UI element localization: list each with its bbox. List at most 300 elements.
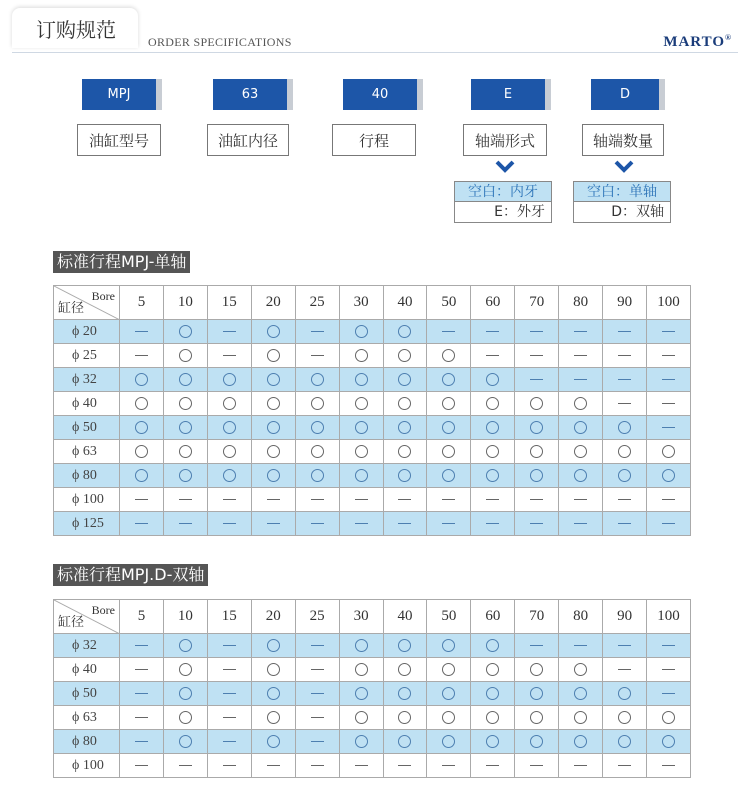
dash-icon	[662, 765, 675, 766]
circle-icon	[662, 469, 675, 482]
stroke-header: 40	[383, 600, 427, 634]
available-cell	[251, 682, 295, 706]
available-cell	[383, 320, 427, 344]
stroke-header: 15	[207, 600, 251, 634]
unavailable-cell	[647, 344, 691, 368]
circle-icon	[267, 349, 280, 362]
circle-icon	[355, 421, 368, 434]
available-cell	[559, 730, 603, 754]
circle-icon	[442, 445, 455, 458]
available-cell	[251, 440, 295, 464]
dash-icon	[223, 523, 236, 524]
corner-label-cn: 缸径	[58, 615, 85, 630]
circle-icon	[442, 687, 455, 700]
circle-icon	[442, 397, 455, 410]
dash-icon	[662, 355, 675, 356]
unavailable-cell	[207, 682, 251, 706]
options-end-count	[573, 181, 671, 223]
stroke-header: 80	[559, 600, 603, 634]
available-cell	[603, 416, 647, 440]
available-cell	[559, 706, 603, 730]
available-cell	[295, 392, 339, 416]
circle-icon	[223, 469, 236, 482]
dash-icon	[267, 765, 280, 766]
circle-icon	[398, 469, 411, 482]
available-cell	[515, 706, 559, 730]
circle-icon	[486, 373, 499, 386]
circle-icon	[179, 421, 192, 434]
dash-icon	[267, 523, 280, 524]
circle-icon	[135, 469, 148, 482]
dash-icon	[311, 645, 324, 646]
available-cell	[251, 416, 295, 440]
available-cell	[251, 392, 295, 416]
dash-icon	[311, 693, 324, 694]
circle-icon	[355, 445, 368, 458]
available-cell	[647, 706, 691, 730]
dash-icon	[267, 499, 280, 500]
table-row	[54, 488, 691, 512]
unavailable-cell	[295, 730, 339, 754]
dash-icon	[530, 355, 543, 356]
unavailable-cell	[559, 488, 603, 512]
dash-icon	[530, 499, 543, 500]
circle-icon	[530, 687, 543, 700]
available-cell	[339, 320, 383, 344]
unavailable-cell	[559, 754, 603, 778]
dash-icon	[618, 331, 631, 332]
circle-icon	[398, 373, 411, 386]
dash-icon	[223, 765, 236, 766]
unavailable-cell	[471, 320, 515, 344]
available-cell	[295, 440, 339, 464]
available-cell	[515, 658, 559, 682]
circle-icon	[398, 349, 411, 362]
corner-label-en: Bore	[91, 289, 115, 303]
code-end-form: E	[471, 79, 551, 110]
unavailable-cell	[471, 512, 515, 536]
bore-cell: ϕ 125	[54, 512, 120, 536]
circle-icon	[618, 445, 631, 458]
available-cell	[647, 464, 691, 488]
circle-icon	[135, 445, 148, 458]
bore-cell: ϕ 32	[54, 368, 120, 392]
bore-cell: ϕ 40	[54, 392, 120, 416]
dash-icon	[355, 523, 368, 524]
dash-icon	[135, 355, 148, 356]
dash-icon	[355, 765, 368, 766]
available-cell	[647, 440, 691, 464]
option-single-rod: 空白：单轴	[574, 182, 670, 202]
circle-icon	[267, 325, 280, 338]
available-cell	[120, 368, 164, 392]
circle-icon	[179, 711, 192, 724]
available-cell	[559, 440, 603, 464]
available-cell	[163, 682, 207, 706]
available-cell	[559, 416, 603, 440]
dash-icon	[662, 427, 675, 428]
unavailable-cell	[207, 512, 251, 536]
unavailable-cell	[295, 512, 339, 536]
circle-icon	[179, 373, 192, 386]
available-cell	[163, 344, 207, 368]
circle-icon	[486, 711, 499, 724]
unavailable-cell	[559, 634, 603, 658]
unavailable-cell	[647, 634, 691, 658]
circle-icon	[355, 373, 368, 386]
circle-icon	[267, 445, 280, 458]
unavailable-cell	[295, 658, 339, 682]
circle-icon	[486, 639, 499, 652]
available-cell	[427, 658, 471, 682]
available-cell	[383, 392, 427, 416]
available-cell	[120, 392, 164, 416]
available-cell	[207, 368, 251, 392]
unavailable-cell	[647, 488, 691, 512]
dash-icon	[662, 645, 675, 646]
stroke-header: 20	[251, 600, 295, 634]
dash-icon	[662, 379, 675, 380]
dash-icon	[486, 355, 499, 356]
stroke-header: 50	[427, 600, 471, 634]
circle-icon	[442, 349, 455, 362]
circle-icon	[574, 421, 587, 434]
dash-icon	[311, 741, 324, 742]
available-cell	[427, 392, 471, 416]
available-cell	[427, 440, 471, 464]
stroke-header: 70	[515, 600, 559, 634]
circle-icon	[574, 469, 587, 482]
circle-icon	[574, 397, 587, 410]
dash-icon	[574, 355, 587, 356]
circle-icon	[179, 469, 192, 482]
circle-icon	[442, 711, 455, 724]
available-cell	[471, 706, 515, 730]
unavailable-cell	[427, 754, 471, 778]
available-cell	[559, 682, 603, 706]
available-cell	[559, 658, 603, 682]
stroke-header: 5	[120, 286, 164, 320]
available-cell	[163, 440, 207, 464]
unavailable-cell	[251, 754, 295, 778]
dash-icon	[311, 523, 324, 524]
unavailable-cell	[120, 634, 164, 658]
unavailable-cell	[207, 320, 251, 344]
unavailable-cell	[207, 706, 251, 730]
available-cell	[339, 416, 383, 440]
available-cell	[251, 658, 295, 682]
unavailable-cell	[295, 634, 339, 658]
circle-icon	[662, 711, 675, 724]
chevron-down-icon	[494, 157, 516, 177]
available-cell	[207, 440, 251, 464]
unavailable-cell	[120, 320, 164, 344]
dash-icon	[179, 499, 192, 500]
table-row	[54, 368, 691, 392]
circle-icon	[530, 421, 543, 434]
circle-icon	[223, 373, 236, 386]
circle-icon	[179, 687, 192, 700]
circle-icon	[486, 687, 499, 700]
unavailable-cell	[120, 706, 164, 730]
available-cell	[163, 320, 207, 344]
table-row	[54, 344, 691, 368]
available-cell	[163, 416, 207, 440]
circle-icon	[179, 445, 192, 458]
circle-icon	[618, 711, 631, 724]
unavailable-cell	[207, 754, 251, 778]
circle-icon	[355, 349, 368, 362]
dash-icon	[223, 693, 236, 694]
available-cell	[295, 368, 339, 392]
circle-icon	[442, 663, 455, 676]
available-cell	[559, 392, 603, 416]
circle-icon	[398, 735, 411, 748]
label-bore: 油缸内径	[207, 124, 289, 156]
option-double-rod: D：双轴	[574, 202, 670, 222]
bore-cell: ϕ 63	[54, 706, 120, 730]
available-cell	[383, 682, 427, 706]
stroke-header: 60	[471, 286, 515, 320]
dash-icon	[135, 523, 148, 524]
circle-icon	[267, 663, 280, 676]
circle-icon	[574, 711, 587, 724]
bore-cell: ϕ 100	[54, 754, 120, 778]
label-stroke: 行程	[332, 124, 416, 156]
unavailable-cell	[471, 344, 515, 368]
dash-icon	[662, 499, 675, 500]
stroke-header: 70	[515, 286, 559, 320]
dash-icon	[442, 765, 455, 766]
unavailable-cell	[603, 634, 647, 658]
stroke-header: 100	[647, 286, 691, 320]
circle-icon	[398, 445, 411, 458]
stroke-table-single-rod	[53, 285, 691, 536]
available-cell	[163, 464, 207, 488]
available-cell	[383, 368, 427, 392]
dash-icon	[223, 717, 236, 718]
unavailable-cell	[559, 512, 603, 536]
dash-icon	[179, 523, 192, 524]
available-cell	[427, 464, 471, 488]
available-cell	[603, 730, 647, 754]
available-cell	[471, 658, 515, 682]
unavailable-cell	[603, 488, 647, 512]
unavailable-cell	[120, 754, 164, 778]
available-cell	[515, 464, 559, 488]
label-end-form: 轴端形式	[463, 124, 547, 156]
dash-icon	[574, 765, 587, 766]
unavailable-cell	[207, 344, 251, 368]
stroke-header: 15	[207, 286, 251, 320]
circle-icon	[442, 421, 455, 434]
dash-icon	[442, 523, 455, 524]
unavailable-cell	[515, 488, 559, 512]
available-cell	[603, 440, 647, 464]
circle-icon	[179, 639, 192, 652]
available-cell	[163, 706, 207, 730]
unavailable-cell	[603, 392, 647, 416]
available-cell	[471, 634, 515, 658]
option-internal-thread: 空白：内牙	[455, 182, 551, 202]
dash-icon	[618, 765, 631, 766]
code-stroke: 40	[343, 79, 423, 110]
available-cell	[471, 730, 515, 754]
table-row	[54, 392, 691, 416]
bore-cell: ϕ 80	[54, 730, 120, 754]
available-cell	[471, 440, 515, 464]
available-cell	[471, 368, 515, 392]
available-cell	[383, 464, 427, 488]
available-cell	[603, 706, 647, 730]
unavailable-cell	[120, 512, 164, 536]
dash-icon	[618, 499, 631, 500]
stroke-header: 10	[163, 600, 207, 634]
dash-icon	[135, 717, 148, 718]
unavailable-cell	[163, 512, 207, 536]
unavailable-cell	[647, 658, 691, 682]
circle-icon	[398, 397, 411, 410]
dash-icon	[442, 331, 455, 332]
circle-icon	[398, 325, 411, 338]
dash-icon	[223, 331, 236, 332]
available-cell	[251, 344, 295, 368]
dash-icon	[530, 331, 543, 332]
available-cell	[383, 706, 427, 730]
available-cell	[251, 464, 295, 488]
available-cell	[120, 440, 164, 464]
unavailable-cell	[295, 320, 339, 344]
dash-icon	[223, 669, 236, 670]
dash-icon	[398, 523, 411, 524]
stroke-header: 80	[559, 286, 603, 320]
bore-cell: ϕ 20	[54, 320, 120, 344]
available-cell	[120, 416, 164, 440]
unavailable-cell	[383, 512, 427, 536]
bore-cell: ϕ 50	[54, 416, 120, 440]
dash-icon	[486, 765, 499, 766]
bore-cell: ϕ 25	[54, 344, 120, 368]
circle-icon	[442, 469, 455, 482]
available-cell	[339, 706, 383, 730]
unavailable-cell	[427, 512, 471, 536]
circle-icon	[486, 735, 499, 748]
available-cell	[339, 392, 383, 416]
code-model: MPJ	[82, 79, 162, 110]
circle-icon	[267, 373, 280, 386]
table-row	[54, 706, 691, 730]
circle-icon	[398, 687, 411, 700]
unavailable-cell	[515, 320, 559, 344]
circle-icon	[574, 663, 587, 676]
circle-icon	[486, 469, 499, 482]
available-cell	[647, 730, 691, 754]
available-cell	[427, 730, 471, 754]
unavailable-cell	[339, 754, 383, 778]
dash-icon	[355, 499, 368, 500]
dash-icon	[135, 765, 148, 766]
available-cell	[471, 392, 515, 416]
available-cell	[427, 368, 471, 392]
circle-icon	[398, 421, 411, 434]
circle-icon	[398, 663, 411, 676]
page-title: 订购规范	[36, 18, 116, 42]
dash-icon	[179, 765, 192, 766]
table-row	[54, 682, 691, 706]
unavailable-cell	[515, 754, 559, 778]
circle-icon	[179, 325, 192, 338]
unavailable-cell	[647, 368, 691, 392]
available-cell	[559, 464, 603, 488]
unavailable-cell	[559, 344, 603, 368]
circle-icon	[311, 445, 324, 458]
unavailable-cell	[120, 344, 164, 368]
circle-icon	[442, 373, 455, 386]
unavailable-cell	[120, 682, 164, 706]
dash-icon	[311, 765, 324, 766]
circle-icon	[355, 711, 368, 724]
circle-icon	[355, 735, 368, 748]
dash-icon	[135, 499, 148, 500]
table-corner-cell	[54, 286, 120, 320]
dash-icon	[662, 331, 675, 332]
section-title-single-rod: 标准行程MPJ-单轴	[53, 251, 190, 273]
page-subtitle: ORDER SPECIFICATIONS	[148, 35, 292, 49]
available-cell	[339, 730, 383, 754]
bore-cell: ϕ 80	[54, 464, 120, 488]
circle-icon	[355, 639, 368, 652]
dash-icon	[398, 765, 411, 766]
code-bore: 63	[213, 79, 293, 110]
unavailable-cell	[295, 488, 339, 512]
available-cell	[207, 416, 251, 440]
circle-icon	[486, 445, 499, 458]
available-cell	[339, 658, 383, 682]
dash-icon	[662, 693, 675, 694]
header-divider	[12, 52, 738, 53]
stroke-header: 30	[339, 600, 383, 634]
dash-icon	[135, 669, 148, 670]
available-cell	[339, 440, 383, 464]
unavailable-cell	[120, 488, 164, 512]
corner-label-en: Bore	[91, 603, 115, 617]
unavailable-cell	[603, 754, 647, 778]
available-cell	[339, 634, 383, 658]
stroke-header: 10	[163, 286, 207, 320]
circle-icon	[618, 421, 631, 434]
available-cell	[383, 440, 427, 464]
unavailable-cell	[647, 754, 691, 778]
unavailable-cell	[603, 320, 647, 344]
available-cell	[515, 416, 559, 440]
unavailable-cell	[207, 488, 251, 512]
dash-icon	[486, 523, 499, 524]
unavailable-cell	[427, 488, 471, 512]
circle-icon	[442, 735, 455, 748]
unavailable-cell	[120, 730, 164, 754]
circle-icon	[355, 325, 368, 338]
unavailable-cell	[603, 344, 647, 368]
available-cell	[383, 344, 427, 368]
circle-icon	[530, 663, 543, 676]
available-cell	[427, 344, 471, 368]
unavailable-cell	[471, 754, 515, 778]
unavailable-cell	[603, 658, 647, 682]
unavailable-cell	[647, 512, 691, 536]
unavailable-cell	[515, 512, 559, 536]
stroke-header: 20	[251, 286, 295, 320]
available-cell	[515, 440, 559, 464]
